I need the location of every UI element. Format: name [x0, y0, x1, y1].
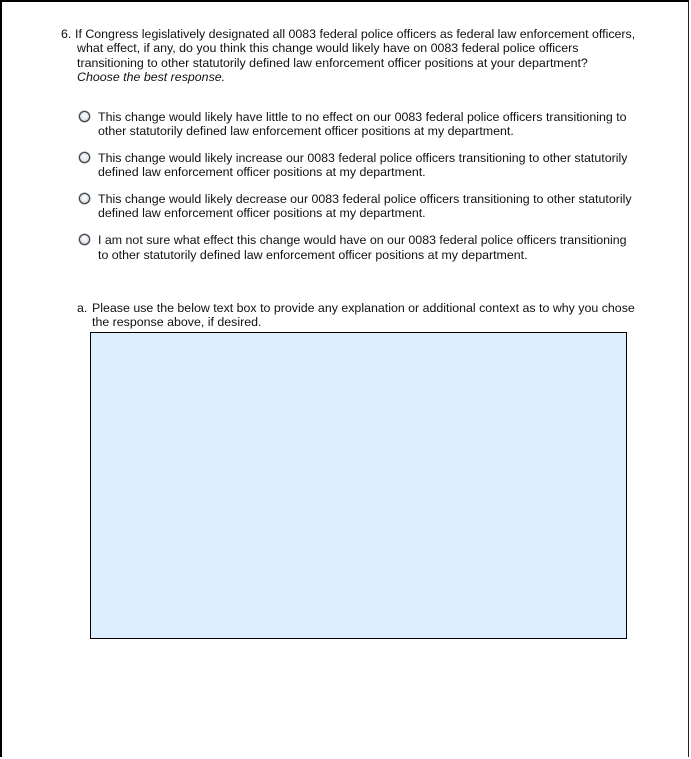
question-instruction: Choose the best response.	[77, 69, 226, 84]
question-text: If Congress legislatively designated all 0083 federal police officers as federal law enforcement officers, what effect, if any, do you think this change would likely have on 0083 federal police officers transitioning to other statutorily defined law enforcement officer positions at your department?	[75, 27, 636, 70]
option-no-effect[interactable]	[78, 110, 634, 139]
subquestion-a	[77, 301, 637, 330]
subquestion-text: Please use the below text box to provide any explanation or additional context as to why you chose the response above, if desired.	[92, 301, 635, 330]
option-label: This change would likely have little to no effect on our 0083 federal police officers transitioning to other statutorily defined law enforcement officer positions at my department.	[98, 110, 627, 139]
explanation-textbox[interactable]	[90, 332, 627, 639]
response-options	[78, 110, 634, 274]
question-6	[61, 27, 641, 84]
radio-button-icon[interactable]	[79, 193, 90, 204]
option-label: I am not sure what effect this change would have on our 0083 federal police officers transitioning to other statutorily defined law enforcement officer positions at my department.	[98, 233, 627, 262]
question-number: 6.	[61, 27, 72, 41]
subquestion-label: a.	[77, 301, 88, 315]
option-label: This change would likely increase our 0083 federal police officers transitioning to other statutorily defined law enforcement officer positions at my department.	[98, 151, 628, 180]
radio-button-icon[interactable]	[79, 152, 90, 163]
radio-button-icon[interactable]	[79, 234, 90, 245]
option-increase[interactable]	[78, 151, 634, 180]
option-not-sure[interactable]	[78, 233, 634, 262]
option-decrease[interactable]	[78, 192, 634, 221]
option-label: This change would likely decrease our 0083 federal police officers transitioning to other statutorily defined law enforcement officer positions at my department.	[98, 192, 632, 221]
radio-button-icon[interactable]	[79, 111, 90, 122]
